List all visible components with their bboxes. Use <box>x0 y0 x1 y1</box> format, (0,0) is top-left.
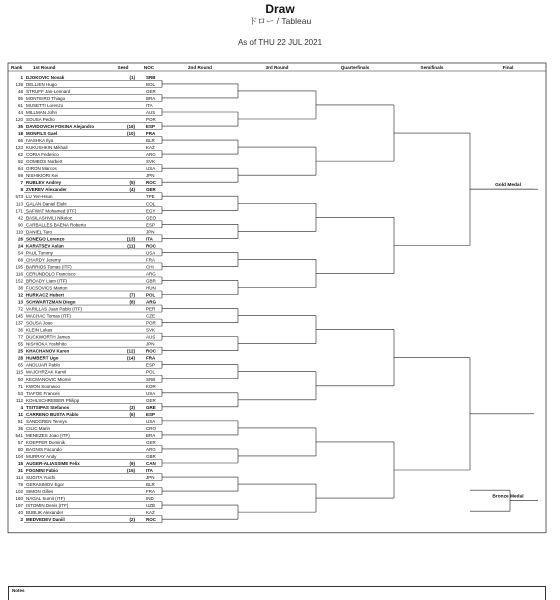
player-noc: ITA <box>146 102 153 108</box>
col-header-final: Final <box>502 65 514 70</box>
col-header-semifinals: Semifinals <box>420 65 444 70</box>
player-name: PAUL Tommy <box>26 250 53 256</box>
player-rank: 95 <box>17 95 23 101</box>
player-noc: BLR <box>146 138 155 144</box>
player-noc: KAZ <box>146 145 155 151</box>
player-noc: ARG <box>146 299 156 305</box>
player-noc: UZB <box>146 503 155 509</box>
player-name: GERASIMOV Egor <box>26 482 65 488</box>
player-rank: 72 <box>17 306 23 312</box>
player-name: NISHIKIORI Kei <box>26 173 59 179</box>
player-name: NISHIOKA Yoshihito <box>26 341 67 347</box>
player-noc: ESP <box>146 124 156 130</box>
player-name: GALAN Daniel Elahi <box>26 201 67 207</box>
player-noc: ESP <box>146 362 156 368</box>
player-rank: 104 <box>15 453 23 459</box>
player-name: KLEIN Lukas <box>26 327 53 333</box>
player-noc: BRA <box>146 95 156 101</box>
player-noc: COL <box>146 201 156 207</box>
player-rank: 36 <box>17 327 23 333</box>
player-noc: FRA <box>146 355 156 361</box>
col-header-first-round: 1st Round <box>33 65 56 70</box>
player-noc: ARG <box>146 152 156 158</box>
player-rank: 573 <box>15 194 23 200</box>
player-noc: AUS <box>146 110 156 115</box>
player-seed: (5) <box>129 180 135 186</box>
player-name: CHARDY Jeremy <box>26 257 61 263</box>
player-seed: (10) <box>126 131 135 137</box>
player-name: FUCSOVICS Marton <box>26 285 68 291</box>
player-name: DELLIEN Hugo <box>26 81 57 87</box>
player-noc: ITA <box>146 236 153 242</box>
player-noc: KOR <box>146 383 156 389</box>
player-rank: 114 <box>15 475 23 481</box>
player-rank: 152 <box>15 278 23 284</box>
player-rank: 13 <box>17 299 23 305</box>
player-noc: BLR <box>146 482 155 488</box>
player-name: SOUSA Joao <box>26 320 53 326</box>
player-name: BROADY Liam (ITF) <box>26 278 67 284</box>
col-header-third-round: 3rd Round <box>265 65 289 70</box>
player-rank: 62 <box>17 152 23 158</box>
player-rank: 195 <box>15 264 23 270</box>
player-rank: 102 <box>15 489 23 495</box>
player-seed: (16) <box>126 124 135 130</box>
player-name: MENEZES Joao (ITF) <box>26 432 70 438</box>
player-rank: 38 <box>17 285 23 291</box>
player-name: MEDVEDEV Daniil <box>26 517 65 523</box>
player-name: SCHWARTZMAN Diego <box>26 299 76 305</box>
player-name: TIAFOE Frances <box>26 390 60 396</box>
player-rank: 50 <box>17 376 23 382</box>
player-noc: ARG <box>146 271 156 277</box>
player-seed: (3) <box>129 404 135 410</box>
player-name: KARATSEV Aslan <box>26 243 64 249</box>
player-rank: 1 <box>20 74 23 80</box>
player-name: LU Yen-Hsun <box>26 194 53 200</box>
player-noc: JPN <box>146 229 155 235</box>
player-seed: (9) <box>129 461 135 466</box>
player-rank: 77 <box>17 334 23 340</box>
player-noc: JPN <box>146 475 155 481</box>
player-name: BUBLIK Alexander <box>26 510 64 516</box>
player-noc: POR <box>146 320 156 326</box>
player-name: MACHAC Tomas (ITF) <box>26 313 71 319</box>
col-header-rank: Rank <box>11 65 23 70</box>
player-seed: (8) <box>129 299 135 305</box>
player-name: SANDGREN Tennys <box>26 418 67 424</box>
player-rank: 120 <box>15 117 23 123</box>
player-rank: 90 <box>17 222 23 228</box>
player-name: DJOKOVIC Novak <box>26 74 65 80</box>
player-noc: CAN <box>146 461 156 466</box>
player-rank: 57 <box>17 439 23 445</box>
player-rank: 36 <box>17 425 23 431</box>
player-seed: (4) <box>129 187 135 193</box>
player-noc: GBR <box>146 453 156 459</box>
player-rank: 197 <box>15 503 23 509</box>
player-rank: 112 <box>15 397 23 403</box>
player-name: DAVIDOVICH FOKINA Alejandro <box>26 124 95 130</box>
player-rank: 110 <box>15 229 23 235</box>
player-rank: 42 <box>17 215 23 221</box>
player-noc: TPE <box>146 194 155 200</box>
player-rank: 139 <box>15 81 23 87</box>
player-name: TSITSIPAS Stefanos <box>26 404 70 410</box>
player-noc: USA <box>146 390 156 396</box>
player-rank: 40 <box>17 510 23 516</box>
player-noc: AUS <box>146 334 156 340</box>
player-rank: 92 <box>17 159 23 165</box>
player-seed: (7) <box>129 292 135 298</box>
player-rank: 79 <box>17 482 23 488</box>
player-rank: 4 <box>20 404 23 410</box>
player-seed: (15) <box>126 468 135 474</box>
player-name: DUCKWORTH James <box>26 334 71 340</box>
player-name: KOEPFER Dominik <box>26 439 66 445</box>
player-rank: 80 <box>17 446 23 452</box>
player-rank: 44 <box>17 110 23 115</box>
notes-box <box>8 586 546 600</box>
player-rank: 81 <box>17 418 23 424</box>
player-noc: GBR <box>146 278 156 284</box>
player-rank: 11 <box>18 411 23 417</box>
player-name: MAJCHRZAK Kamil <box>26 369 67 375</box>
player-noc: USA <box>146 418 156 424</box>
player-name: ZVEREV Alexander <box>26 187 67 193</box>
player-name: MONTEIRO Thiago <box>26 95 66 101</box>
player-noc: GER <box>146 439 156 445</box>
player-rank: 12 <box>17 292 23 298</box>
player-seed: (2) <box>129 517 135 523</box>
player-noc: EGY <box>146 208 156 214</box>
player-rank: 24 <box>17 243 23 249</box>
player-name: HURKACZ Hubert <box>26 292 64 298</box>
player-name: KHACHANOV Karen <box>26 348 70 354</box>
player-noc: ROC <box>146 517 156 523</box>
col-header-noc: NOC <box>143 65 155 70</box>
player-noc: KAZ <box>146 510 155 516</box>
player-rank: 123 <box>15 145 23 151</box>
player-noc: GEO <box>146 215 157 221</box>
player-name: CARRENO BUSTA Pablo <box>26 411 79 417</box>
player-noc: PER <box>146 306 156 312</box>
player-rank: 28 <box>17 355 23 361</box>
player-name: HUMBERT Ugo <box>26 355 59 361</box>
player-name: AUGER-ALIASSIME Felix <box>26 461 80 466</box>
player-name: BAGNIS Facundo <box>26 446 62 452</box>
bronze-medal-label: Bronze Medal <box>492 494 524 500</box>
player-rank: 65 <box>17 362 23 368</box>
player-name: BARRIOS Tomas (ITF) <box>26 264 72 270</box>
player-rank: 171 <box>15 208 23 214</box>
player-name: SIMON Gilles <box>26 489 54 495</box>
player-noc: ROC <box>146 348 156 354</box>
player-rank: 115 <box>15 369 23 375</box>
player-name: SAFWAT Mohamed (ITF) <box>26 208 77 214</box>
player-noc: USA <box>146 250 156 256</box>
player-rank: 26 <box>17 236 23 242</box>
player-rank: 541 <box>15 432 23 438</box>
player-rank: 31 <box>17 468 23 474</box>
player-name: NAGAL Sumit (ITF) <box>26 496 65 502</box>
col-header-quarterfinals: Quarterfinals <box>340 65 370 70</box>
player-name: CARBALLES BAENA Roberto <box>26 222 87 228</box>
player-noc: ARG <box>146 446 156 452</box>
player-name: CERUNDOLO Francisco <box>26 271 76 277</box>
player-rank: 53 <box>17 390 23 396</box>
player-noc: CZE <box>146 313 155 319</box>
notes-label: Notes <box>12 588 25 593</box>
player-rank: 68 <box>17 257 23 263</box>
player-rank: 160 <box>15 496 23 502</box>
player-rank: 71 <box>17 383 23 389</box>
player-seed: (11) <box>127 243 135 249</box>
player-name: RUBLEV Andrey <box>26 180 62 186</box>
player-name: KECMANOVIC Miomir <box>26 376 72 382</box>
col-header-second-round: 2nd Round <box>188 65 212 70</box>
player-rank: 113 <box>15 201 23 207</box>
player-noc: FRA <box>146 131 156 137</box>
player-rank: 48 <box>17 88 23 94</box>
player-noc: ROC <box>146 243 156 249</box>
page-subtitle: ドロー / Tableau <box>248 16 312 26</box>
player-noc: ESP <box>146 222 156 228</box>
player-name: CILIC Marin <box>26 425 51 431</box>
player-rank: 69 <box>17 173 23 179</box>
player-name: GOMBOS Norbert <box>26 159 63 165</box>
player-name: MURRAY Andy <box>26 453 57 459</box>
player-noc: POR <box>146 117 156 123</box>
player-noc: POL <box>146 369 156 375</box>
player-name: VARILLAS Juan Pablo (ITF) <box>26 306 82 312</box>
player-rank: 5 <box>20 187 23 193</box>
player-noc: BOL <box>146 81 156 87</box>
player-name: DANIEL Taro <box>26 229 53 235</box>
player-name: CORIA Federico <box>26 152 59 158</box>
player-rank: 2 <box>20 517 23 523</box>
player-noc: JPN <box>146 173 155 179</box>
player-noc: SVK <box>146 327 156 333</box>
player-rank: 116 <box>15 271 23 277</box>
player-noc: GER <box>146 88 156 94</box>
player-noc: CHI <box>146 264 154 270</box>
player-name: SONEGO Lorenzo <box>26 236 65 242</box>
player-rank: 64 <box>17 166 23 172</box>
player-seed: (12) <box>126 348 135 354</box>
player-name: ANDUJAR Pablo <box>26 362 61 368</box>
player-rank: 25 <box>17 348 23 354</box>
player-name: KOHLSCHREIBER Philipp <box>26 397 80 403</box>
player-noc: FRA <box>146 257 155 263</box>
player-noc: USA <box>146 166 156 172</box>
player-rank: 61 <box>17 102 23 108</box>
player-name: FOGNINI Fabio <box>26 468 58 474</box>
player-name: BASILASHVILI Nikoloz <box>26 215 73 221</box>
as-of-date: As of THU 22 JUL 2021 <box>237 38 323 47</box>
player-rank: 35 <box>17 124 23 130</box>
player-noc: CRO <box>146 425 156 431</box>
player-name: MILLMAN John <box>26 110 58 115</box>
player-noc: GER <box>146 397 156 403</box>
player-noc: GRE <box>146 404 156 410</box>
player-rank: 54 <box>17 250 23 256</box>
player-name: SOUSA Pedro <box>26 117 55 123</box>
player-name: MUSETTI Lorenzo <box>26 102 64 108</box>
player-name: KWON Soonwoo <box>26 383 61 389</box>
player-noc: GER <box>146 187 156 193</box>
player-seed: (1) <box>129 74 135 80</box>
player-noc: HUN <box>146 285 156 291</box>
player-noc: SVK <box>146 159 156 165</box>
player-noc: JPN <box>146 341 155 347</box>
player-rank: 55 <box>17 341 23 347</box>
player-noc: BRA <box>146 432 156 438</box>
player-noc: IND <box>146 496 154 502</box>
player-name: MONFILS Gael <box>26 131 58 137</box>
player-name: SUGITA Yuichi <box>26 475 56 481</box>
player-name: KUKUSHKIN Mikhail <box>26 145 68 151</box>
player-name: GIRON Marcos <box>26 166 57 172</box>
player-rank: 66 <box>17 138 23 144</box>
player-noc: ITA <box>146 468 153 474</box>
player-rank: 18 <box>17 131 23 137</box>
player-noc: POL <box>146 292 156 298</box>
player-rank: 7 <box>20 180 23 186</box>
player-name: ISTOMIN Denis (ITF) <box>26 503 69 509</box>
player-noc: FRA <box>146 489 155 495</box>
page-title: Draw <box>265 2 295 16</box>
player-seed: (14) <box>126 355 135 361</box>
player-rank: 137 <box>15 320 23 326</box>
player-name: IVASHKA Ilya <box>26 138 54 144</box>
player-seed: (6) <box>129 411 135 417</box>
gold-medal-label: Gold Medal <box>495 183 521 189</box>
player-rank: 15 <box>17 461 23 466</box>
player-noc: SRB <box>146 74 156 80</box>
player-noc: ESP <box>146 411 156 417</box>
player-name: STRUFF Jan-Lennard <box>26 88 71 94</box>
col-header-seed: Seed <box>117 65 129 70</box>
player-rank: 145 <box>15 313 23 319</box>
player-noc: SRB <box>146 376 156 382</box>
player-noc: ROC <box>146 180 156 186</box>
player-seed: (13) <box>126 236 135 242</box>
